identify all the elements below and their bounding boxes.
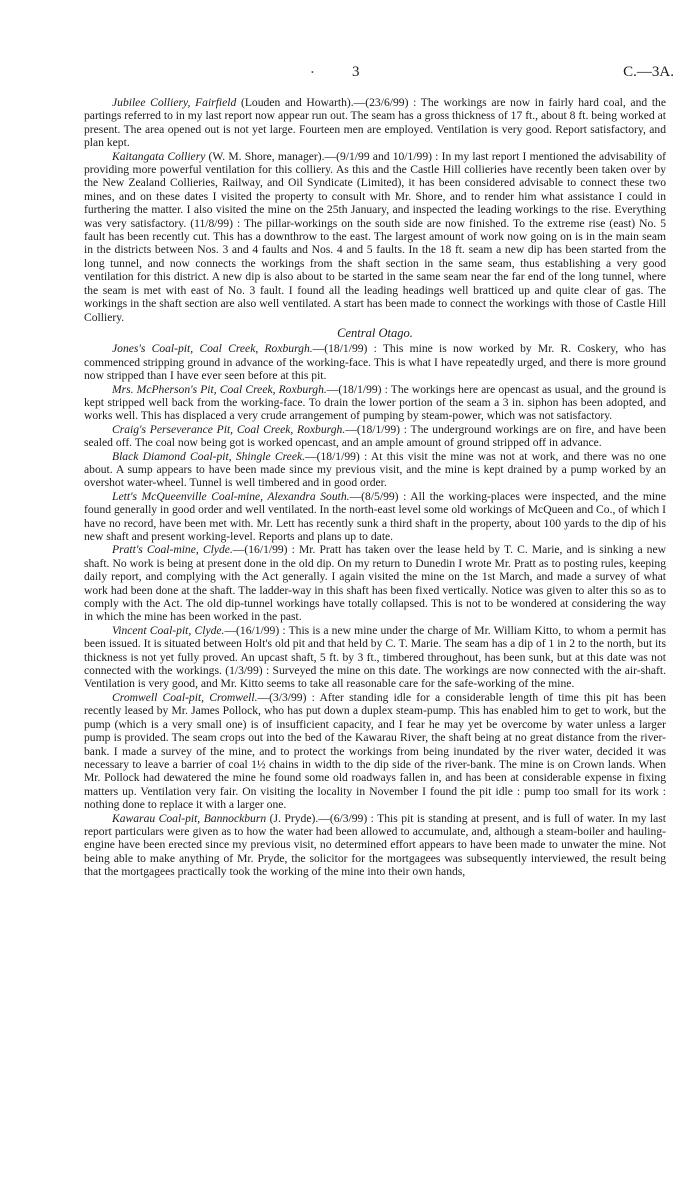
paragraph-vincent-coal-pit <box>84 624 666 691</box>
paragraph-black-diamond-coal-pit <box>84 450 666 490</box>
page-header <box>0 64 700 84</box>
paragraph-text: —(18/1/99) : This mine is now worked by Mr. R. Coskery, who has commenced stripping ground in advance of the working-face. This is what I have repeatedly urged, and there is more ground now stripped than I have ever seen before at this pit. <box>84 342 666 383</box>
paragraph-text: —(18/1/99) : The workings here are opencast as usual, and the ground is kept stripped well back from the working-face. To drain the lower portion of the seam a 3 in. siphon has been adopted, and works well. This has displaced a very crude arrangement of pumping by steam-power, which was not satisfactory. <box>84 382 666 423</box>
paragraph-jubilee-colliery <box>84 96 666 150</box>
paragraph-text: (W. M. Shore, manager).—(9/1/99 and 10/1/99) : In my last report I mentioned the advisability of providing more powerful ventilation for this colliery. As this and the Castle Hill collieries have recently been taken over by the New Zealand Collieries, Railway, and Oil Syndicate (Limited), it has been considered advisable to connect these two mines, and on these dates I visited the property to consult with Mr. Shore, and to render him what assistance I could in furthering the matter. I also visited the mine on the 25th January, and inspected the leading workings to the rise. Everything was very satisfactory. (11/8/99) : The pillar-workings on the south side are now finished. To the extreme rise (east) No. 5 fault has been recently cut. This has a downthrow to the east. The largest amount of work now going on is in the main seam in the districts between Nos. 3 and 4 faults and Nos. 4 and 5 faults. In the 18 ft. seam a new dip has been started from the long tunnel, and now connects the workings from the shaft section in the same seam, thus establishing a very good ventilation for this district. A new dip is also about to be started in the same seam near the far end of the long tunnel, where the seam is met with east of No. 3 fault. I found all the leading headings well bratticed up and quite clear of gas. The workings in the shaft section are also well ventilated. A start has been made to connect the workings with those of Castle Hill Colliery. <box>84 149 666 324</box>
paragraph-title: Mrs. McPherson's Pit, Coal Creek, Roxburgh. <box>112 382 327 396</box>
paragraph-text: (Louden and Howarth).—(23/6/99) : The workings are now in fairly hard coal, and the partings referred to in my last report now appear run out. The seam has a gross thickness of 17 ft., about 8 ft. being worked at present. The area opened out is not yet large. Fourteen men are employed. Ventilation is very good. Report satisfactory, and plan kept. <box>84 96 667 150</box>
paragraph-title: Black Diamond Coal-pit, Shingle Creek. <box>112 449 306 463</box>
print-dot: • <box>311 68 314 77</box>
paragraph-mcpherson-pit <box>84 383 666 423</box>
paragraph-title: Jubilee Colliery, Fairfield <box>112 96 237 109</box>
document-reference: C.—3A. <box>623 64 674 80</box>
paragraph-text: —(8/5/99) : All the working-places were inspected, and the mine found generally in good order and well ventilated. In the north-east level some old workings of McQueen and Co., of which I have no record, have been met with. Mr. Lett has recently sunk a third shaft in the property, about 100 yards to the dip of his new shaft and present working-level. Reports and plans up to date. <box>84 489 666 543</box>
paragraph-title: Kaitangata Colliery <box>112 149 206 163</box>
paragraph-craigs-perseverance-pit <box>84 423 666 450</box>
paragraph-title: Pratt's Coal-mine, Clyde. <box>112 543 233 557</box>
report-body <box>84 96 666 879</box>
paragraph-title: Cromwell Coal-pit, Cromwell. <box>112 690 258 704</box>
paragraph-kaitangata-colliery <box>84 150 666 324</box>
paragraph-cromwell-coal-pit <box>84 691 666 812</box>
paragraph-title: Kawarau Coal-pit, Bannockburn <box>112 811 267 825</box>
paragraph-text: —(16/1/99) : This is a new mine under the charge of Mr. William Kitto, to whom a permit has been issued. It is situated between Holt's old pit and that held by C. T. Marie. The seam has a dip of 1 in 2 to the north, but its thickness is not yet fully proved. An upcast shaft, 5 ft. by 3 ft., timbered throughout, has been sunk, but at this date was not connected with the workings. (1/3/99) : Surveyed the mine on this date. The workings are now connected with the air-shaft. Ventilation is very good, and Mr. Kitto seems to take all reasonable care for the safe-working of the mine. <box>84 623 666 691</box>
paragraph-kawarau-coal-pit <box>84 812 666 879</box>
paragraph-text: —(18/1/99) : At this visit the mine was not at work, and there was no one about. A sump appears to have been made since my previous visit, and the mine is kept drained by a pump worked by an overshot water-wheel. Tunnel is well timbered and in good order. <box>84 449 666 490</box>
paragraph-text: —(18/1/99) : The underground workings are on fire, and have been sealed off. The coal now being got is worked opencast, and an ample amount of ground stripped off in advance. <box>84 422 666 450</box>
paragraph-letts-mcqueenville <box>84 490 666 544</box>
paragraph-jones-coal-pit <box>84 342 666 382</box>
paragraph-title: Lett's McQueenville Coal-mine, Alexandra South. <box>112 489 350 503</box>
paragraph-pratts-coal-mine <box>84 543 666 623</box>
paragraph-title: Jones's Coal-pit, Coal Creek, Roxburgh. <box>112 342 313 356</box>
page-number: 3 <box>352 64 360 80</box>
paragraph-text: (J. Pryde).—(6/3/99) : This pit is standing at present, and is full of water. In my last report particulars were given as to how the water had been allowed to accumulate, and, although a steam-boiler and hauling-engine have been erected since my previous visit, no determined effort appears to have been made to unwater the mine. Not being able to make anything of Mr. Pryde, the solicitor for the mortgagees was subsequently interviewed, the result being that the mortgagees practically took the working of the mine into their own hands, <box>84 811 666 879</box>
section-heading-central-otago: Central Otago. <box>337 325 413 340</box>
paragraph-text: —(3/3/99) : After standing idle for a considerable length of time this pit has been recently leased by Mr. James Pollock, who has put down a duplex steam-pump. This has enabled him to get to work, but the pump (which is a very small one) is of insufficient capacity, and I fear he may yet be overcome by water unless a larger pump is provided. The seam crops out into the bed of the Kawarau River, the shaft being at no great distance from the river-bank. I made a survey of the mine, and to protect the workings from being inundated by the river water, decided it was necessary to leave a barrier of coal 1½ chains in width to the dip side of the river-bank. The mine is on Crown lands. When Mr. Pollock had dewatered the mine he found some old roadways fallen in, and has been at considerable expense in fixing matters up. Ventilation very fair. On visiting the locality in November I found the pit idle : pump too small for its work : nothing done to replace it with a larger one. <box>84 690 667 812</box>
paragraph-title: Vincent Coal-pit, Clyde. <box>112 623 225 637</box>
paragraph-text: —(16/1/99) : Mr. Pratt has taken over the lease held by T. C. Marie, and is sinking a new shaft. No work is being at present done in the old dip. On my return to Dunedin I wrote Mr. Pratt as to posting rules, keeping daily report, and complying with the Act generally. I again visited the mine on the 1st March, and made a survey of what work had been done at the shaft. The ladder-way in this shaft has been fixed vertically. Notice was given to alter this so as to comply with the Act. The old dip-tunnel workings have totally collapsed. This is not to be wondered at considering the way in which the mine has been worked in the past. <box>84 543 666 624</box>
paragraph-title: Craig's Perseverance Pit, Coal Creek, Roxburgh. <box>112 422 346 436</box>
